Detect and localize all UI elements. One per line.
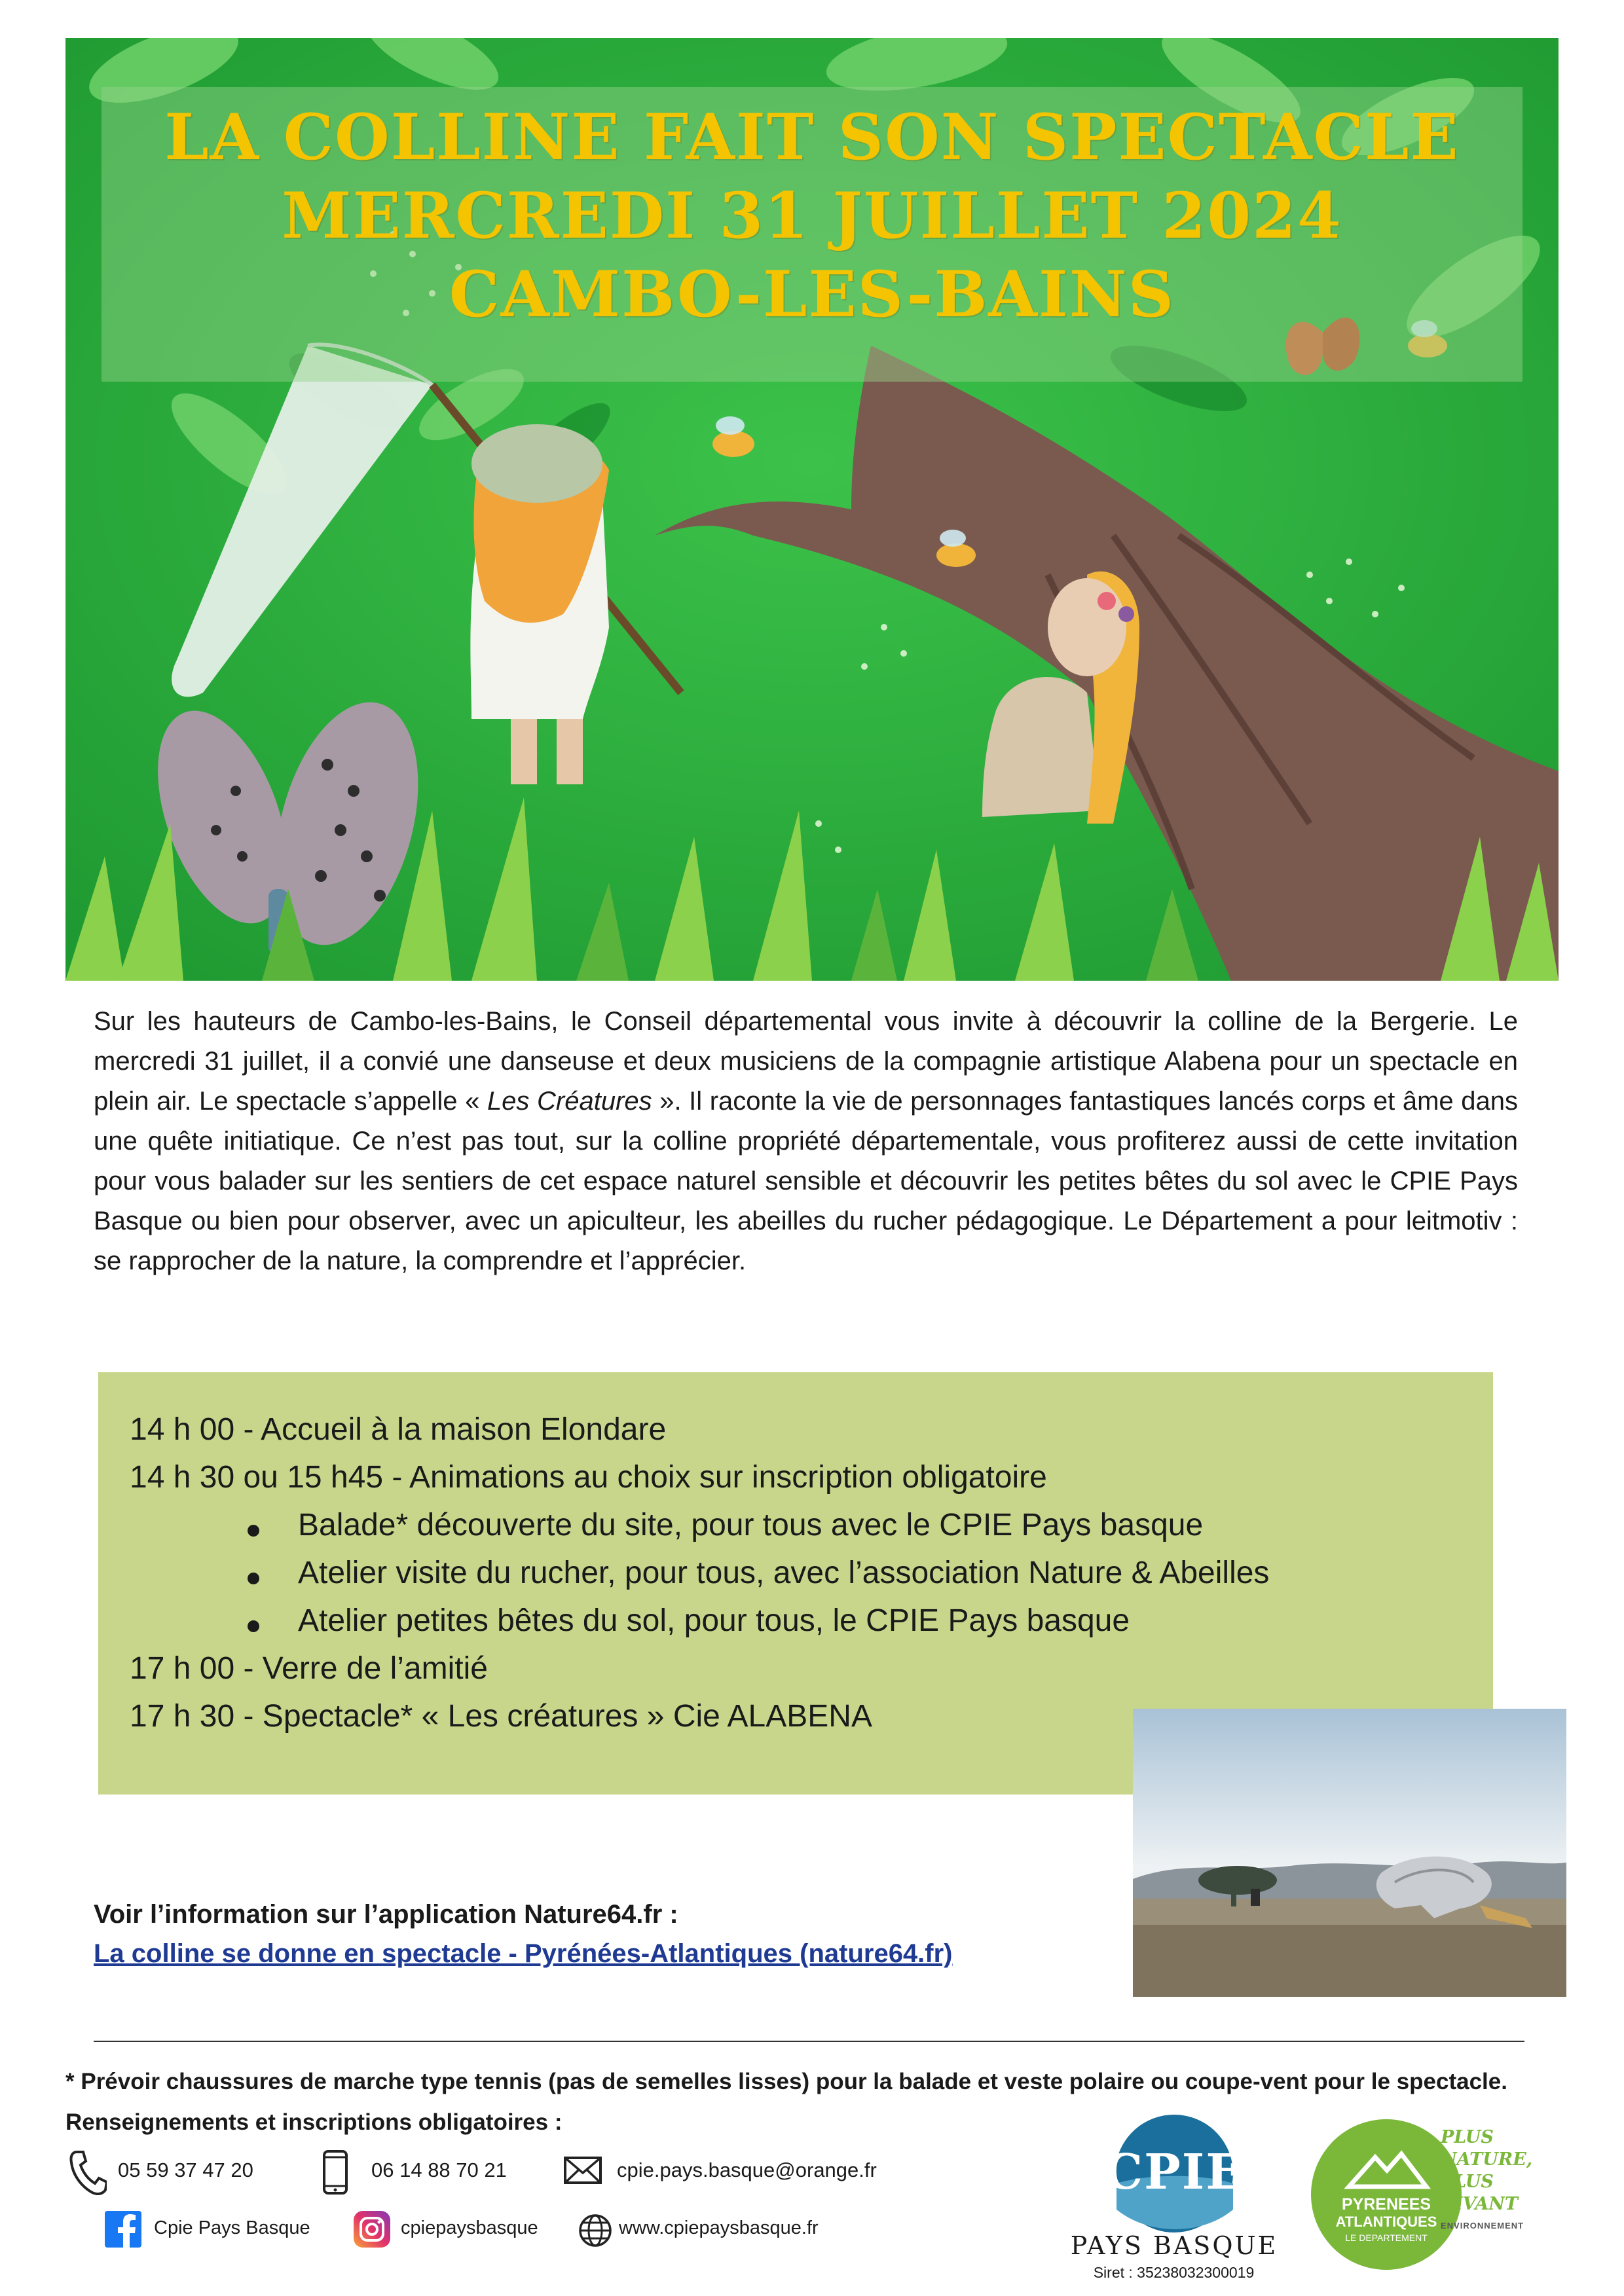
programme-bullet-balade: Balade* découverte du site, pour tous avec le CPIE Pays basque [298,1508,1204,1542]
slogan-block [1441,2126,1552,2231]
mail-icon [563,2156,602,2185]
poster-title-line-3: CAMBO-LES-BAINS [449,257,1175,331]
bullet-icon [248,1525,259,1537]
equipment-note: * Prévoir chaussures de marche type tennis (pas de semelles lisses) pour la balade et veste polaire ou coupe-vent pour le spectacle. [65,2069,1507,2094]
slogan-line-3: ENVIRONNEMENT [1441,2221,1524,2231]
cpie-mark-text: CPIE [1104,2144,1244,2200]
bullet-icon [248,1573,259,1584]
slogan-line-1: PLUS NATURE, [1441,2127,1533,2170]
programme-bullet-petites-betes: Atelier petites bêtes du sol, pour tous, le CPIE Pays basque [298,1603,1130,1638]
programme-line-spectacle: 17 h 30 - Spectacle* « Les créatures » Cie ALABENA [130,1699,872,1734]
siret-number: Siret : 35238032300019 [1093,2264,1255,2281]
phone-icon [69,2149,107,2195]
pa-name-line-1: PYRENEES [1341,2195,1431,2214]
intro-text-italic-title: Les Créatures [487,1087,652,1116]
globe-icon [578,2213,613,2248]
cpie-pays-basque-logo [1058,2111,1290,2262]
intro-paragraph [94,1002,1518,1281]
app-info-heading: Voir l’information sur l’application Nature64.fr : [94,1900,678,1929]
photo-landscape [1133,1709,1566,1997]
cpie-name-text: PAYS BASQUE [1070,2231,1278,2260]
instagram-account[interactable]: cpiepaysbasque [401,2217,538,2238]
intro-text-part-2: ». Il raconte la vie de personnages fantastiques lancés corps et âme dans une quête initiatique. Ce n’est pas tout, sur la colline propriété départementale, vous profiterez aussi de cette invitation pour vous balader sur les sentiers de cet espace naturel sensible et découvrir les petites bêtes du sol avec le CPIE Pays Basque ou bien pour observer, avec un apiculteur, les abeilles du rucher pédagogique. Le Département a pour leitmotiv : se rapprocher de la nature, la comprendre et l’apprécier. [94,1087,1518,1275]
pa-name-line-3: LE DEPARTEMENT [1345,2232,1428,2243]
instagram-icon [354,2211,390,2248]
email-address[interactable]: cpie.pays.basque@orange.fr [617,2159,877,2181]
performance-photo [1133,1709,1566,1997]
hero-illustration [65,38,1559,981]
facebook-icon [105,2211,141,2248]
programme-line-amitie: 17 h 00 - Verre de l’amitié [130,1651,488,1686]
programme-line-animations: 14 h 30 ou 15 h45 - Animations au choix sur inscription obligatoire [130,1460,1047,1495]
facebook-account[interactable]: Cpie Pays Basque [154,2217,310,2238]
slogan-line-2: PLUS VIVANT [1441,2172,1519,2214]
poster-title-line-1: LA COLLINE FAIT SON SPECTACLE [164,100,1460,174]
phone-landline[interactable]: 05 59 37 47 20 [118,2159,253,2181]
poster-title-line-2: MERCREDI 31 JUILLET 2024 [282,179,1342,253]
mobile-icon [322,2149,348,2195]
bullet-icon [248,1620,259,1632]
nature64-link[interactable]: La colline se donne en spectacle - Pyrénées-Atlantiques (nature64.fr) [94,1939,953,1968]
pa-name-line-2: ATLANTIQUES [1335,2214,1437,2230]
intro-text-part-1: Sur les hauteurs de Cambo-les-Bains, le Conseil départemental vous invite à découvrir la colline de la Bergerie. Le mercredi 31 juillet, il a convié une danseuse et deux musiciens de la compagnie artistique Alabena pour un spectacle en plein air. Le spectacle s’appelle « [94,1007,1518,1116]
programme-line-arrival: 14 h 00 - Accueil à la maison Elondare [130,1412,667,1447]
website-url[interactable]: www.cpiepaysbasque.fr [619,2217,819,2238]
divider [94,2041,1524,2042]
phone-mobile[interactable]: 06 14 88 70 21 [371,2159,507,2181]
programme-bullet-rucher: Atelier visite du rucher, pour tous, avec l’association Nature & Abeilles [298,1556,1270,1590]
contact-heading: Renseignements et inscriptions obligatoires : [65,2109,563,2135]
